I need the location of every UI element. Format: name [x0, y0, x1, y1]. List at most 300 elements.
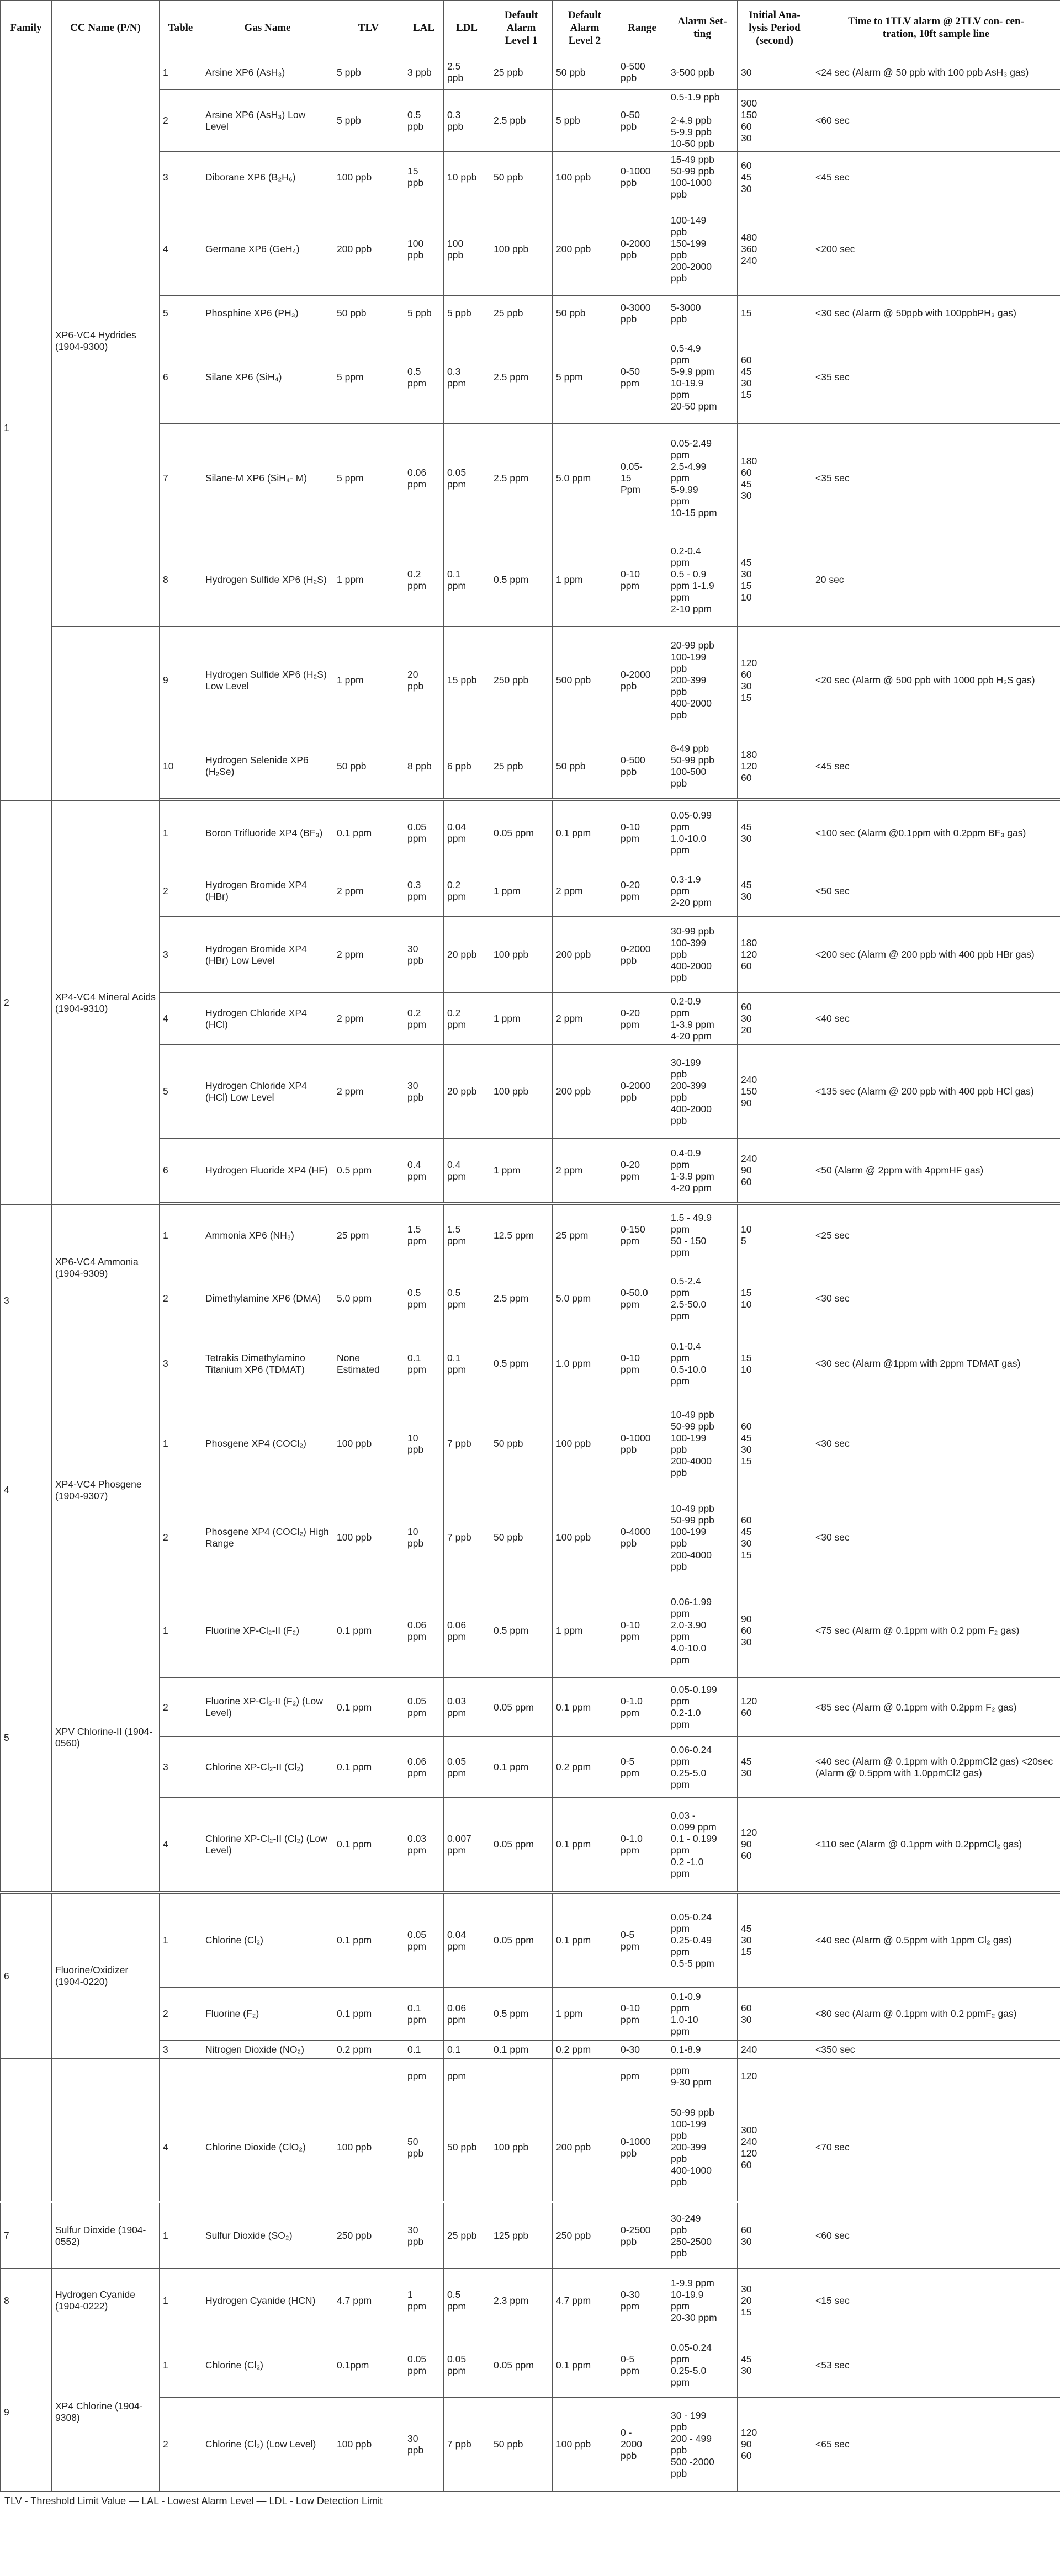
range-value-cell: 0-30 — [617, 2041, 667, 2059]
range-value-cell: ppm — [617, 2059, 667, 2094]
table-row — [1, 533, 1060, 627]
alarm-level-2-cell: 2 ppm — [553, 993, 617, 1045]
alarm-level-1-cell: 50 ppb — [490, 152, 553, 203]
time-to-alarm-cell: <30 sec — [812, 1266, 1060, 1331]
cc-name-cell: Sulfur Dioxide (1904-0552) — [52, 2203, 160, 2269]
alarm-level-1-cell: 12.5 ppm — [490, 1205, 553, 1266]
lal-value-cell: 10 ppb — [404, 1491, 444, 1584]
alarm-setting-cell: 50-99 ppb 100-199 ppb 200-399 ppb 400-1000 ppb — [667, 2094, 738, 2201]
table-number-cell: 1 — [160, 801, 202, 865]
gas-name-cell: Germane XP6 (GeH₄) — [202, 203, 333, 296]
gas-name-cell: Hydrogen Chloride XP4 (HCl) Low Level — [202, 1045, 333, 1139]
alarm-level-2-cell: 200 ppb — [553, 917, 617, 993]
tlv-value-cell: 5.0 ppm — [333, 1266, 404, 1331]
tlv-value-cell: 0.1 ppm — [333, 1584, 404, 1678]
lal-value-cell: 0.4 ppm — [404, 1139, 444, 1203]
table-row — [1, 627, 1060, 734]
ldl-value-cell: 7 ppb — [444, 1491, 490, 1584]
table-row — [1, 1584, 1060, 1678]
alarm-level-1-cell: 50 ppb — [490, 1491, 553, 1584]
time-to-alarm-cell: <24 sec (Alarm @ 50 ppb with 100 ppb AsH₃ gas) — [812, 55, 1060, 90]
alarm-level-1-cell: 0.05 ppm — [490, 1798, 553, 1892]
table-number-cell: 4 — [160, 203, 202, 296]
lal-value-cell: 30 ppb — [404, 1045, 444, 1139]
alarm-setting-cell: 100-149 ppb 150-199 ppb 200-2000 ppb — [667, 203, 738, 296]
alarm-level-1-cell: 2.5 ppm — [490, 424, 553, 533]
alarm-level-1-cell: 1 ppm — [490, 865, 553, 917]
alarm-level-1-cell: 2.5 ppm — [490, 331, 553, 424]
alarm-level-1-cell: 0.05 ppm — [490, 1678, 553, 1737]
table-number-cell: 2 — [160, 1988, 202, 2041]
range-value-cell: 0-500 ppb — [617, 55, 667, 90]
column-header-alarm-setting: Alarm Set- ting — [667, 1, 738, 55]
analysis-period-cell: 120 — [738, 2059, 812, 2094]
table-number-cell: 8 — [160, 533, 202, 627]
ldl-value-cell: 15 ppb — [444, 627, 490, 734]
table-number-cell: 1 — [160, 1205, 202, 1266]
alarm-level-1-cell: 250 ppb — [490, 627, 553, 734]
time-to-alarm-cell: <60 sec — [812, 90, 1060, 152]
table-number-cell: 1 — [160, 55, 202, 90]
range-value-cell: 0-2000 ppb — [617, 917, 667, 993]
tlv-value-cell: 0.1 ppm — [333, 1988, 404, 2041]
family-cell: 1 — [1, 55, 52, 801]
column-header-ldl: LDL — [444, 1, 490, 55]
alarm-level-2-cell: 25 ppm — [553, 1205, 617, 1266]
table-number-cell: 5 — [160, 296, 202, 331]
lal-value-cell: 30 ppb — [404, 2203, 444, 2269]
table-row — [1, 1396, 1060, 1491]
alarm-level-2-cell: 1.0 ppm — [553, 1331, 617, 1396]
table-header — [1, 1, 1060, 55]
lal-value-cell: 0.03 ppm — [404, 1798, 444, 1892]
gas-name-cell: Hydrogen Sulfide XP6 (H₂S) Low Level — [202, 627, 333, 734]
time-to-alarm-cell: <135 sec (Alarm @ 200 ppb with 400 ppb HCl gas) — [812, 1045, 1060, 1139]
alarm-level-1-cell: 0.5 ppm — [490, 1988, 553, 2041]
range-value-cell: 0.05- 15 Ppm — [617, 424, 667, 533]
alarm-level-2-cell: 0.1 ppm — [553, 1798, 617, 1892]
analysis-period-cell: 45 30 — [738, 1737, 812, 1798]
time-to-alarm-cell: <40 sec (Alarm @ 0.1ppm with 0.2ppmCl2 gas) <20sec (Alarm @ 0.5ppm with 1.0ppmCl2 gas) — [812, 1737, 1060, 1798]
lal-value-cell: 0.05 ppm — [404, 1678, 444, 1737]
lal-value-cell: 0.06 ppm — [404, 1584, 444, 1678]
table-number-cell: 3 — [160, 152, 202, 203]
gas-name-cell: Boron Trifluoride XP4 (BF₃) — [202, 801, 333, 865]
alarm-level-2-cell: 5 ppm — [553, 331, 617, 424]
time-to-alarm-cell: <70 sec — [812, 2094, 1060, 2201]
alarm-level-1-cell: 50 ppb — [490, 1396, 553, 1491]
range-value-cell: 0-5 ppm — [617, 1894, 667, 1988]
table-number-cell: 4 — [160, 2094, 202, 2201]
alarm-level-2-cell: 200 ppb — [553, 203, 617, 296]
analysis-period-cell: 120 90 60 — [738, 1798, 812, 1892]
table-number-cell: 9 — [160, 627, 202, 734]
table-number-cell: 3 — [160, 1331, 202, 1396]
gas-name-cell: Fluorine (F₂) — [202, 1988, 333, 2041]
gas-name-cell: Chlorine XP-Cl₂-II (Cl₂) — [202, 1737, 333, 1798]
tlv-value-cell: 0.1 ppm — [333, 1678, 404, 1737]
ldl-value-cell: 0.1 — [444, 2041, 490, 2059]
alarm-level-2-cell: 0.1 ppm — [553, 801, 617, 865]
ldl-value-cell: 50 ppb — [444, 2094, 490, 2201]
time-to-alarm-cell: <15 sec — [812, 2269, 1060, 2333]
ldl-value-cell: 1.5 ppm — [444, 1205, 490, 1266]
gas-name-cell: Tetrakis Dimethylamino Titanium XP6 (TDMAT) — [202, 1331, 333, 1396]
table-row — [1, 1988, 1060, 2041]
time-to-alarm-cell: <80 sec (Alarm @ 0.1ppm with 0.2 ppmF₂ gas) — [812, 1988, 1060, 2041]
ldl-value-cell: 0.3 ppb — [444, 90, 490, 152]
table-row — [1, 993, 1060, 1045]
analysis-period-cell: 120 60 — [738, 1678, 812, 1737]
alarm-setting-cell: 0.4-0.9 ppm 1-3.9 ppm 4-20 ppm — [667, 1139, 738, 1203]
family-cell: 6 — [1, 1894, 52, 2059]
ldl-value-cell: 0.2 ppm — [444, 865, 490, 917]
time-to-alarm-cell: 20 sec — [812, 533, 1060, 627]
time-to-alarm-cell: <40 sec — [812, 993, 1060, 1045]
analysis-period-cell: 30 — [738, 55, 812, 90]
alarm-setting-cell: 5-3000 ppb — [667, 296, 738, 331]
ldl-value-cell: 5 ppb — [444, 296, 490, 331]
gas-name-cell: Phosphine XP6 (PH₃) — [202, 296, 333, 331]
cc-name-cell: XP4 Chlorine (1904- 9308) — [52, 2333, 160, 2492]
lal-value-cell: 0.05 ppm — [404, 1894, 444, 1988]
alarm-setting-cell: 8-49 ppb 50-99 ppb 100-500 ppb — [667, 734, 738, 799]
gas-name-cell: Hydrogen Cyanide (HCN) — [202, 2269, 333, 2333]
alarm-setting-cell: 30-99 ppb 100-399 ppb 400-2000 ppb — [667, 917, 738, 993]
alarm-level-2-cell: 0.2 ppm — [553, 1737, 617, 1798]
tlv-value-cell: 0.5 ppm — [333, 1139, 404, 1203]
tlv-value-cell — [333, 2059, 404, 2094]
tlv-value-cell: 2 ppm — [333, 865, 404, 917]
alarm-level-1-cell: 0.05 ppm — [490, 801, 553, 865]
table-row — [1, 2041, 1060, 2059]
alarm-setting-cell: 0.1-0.4 ppm 0.5-10.0 ppm — [667, 1331, 738, 1396]
alarm-setting-cell: 0.06-1.99 ppm 2.0-3.90 ppm 4.0-10.0 ppm — [667, 1584, 738, 1678]
column-header-lal: LAL — [404, 1, 444, 55]
range-value-cell: 0 - 2000 ppb — [617, 2398, 667, 2492]
table-footer: TLV - Threshold Limit Value — LAL - Lowest Alarm Level — LDL - Low Detection Limit — [0, 2492, 1060, 2511]
analysis-period-cell: 60 45 30 15 — [738, 331, 812, 424]
family-cell: 7 — [1, 2203, 52, 2269]
family-cell: 3 — [1, 1205, 52, 1396]
lal-value-cell: 50 ppb — [404, 2094, 444, 2201]
analysis-period-cell: 180 120 60 — [738, 917, 812, 993]
cc-name-cell: XP6-VC4 Hydrides (1904-9300) — [52, 55, 160, 627]
table-number-cell: 2 — [160, 865, 202, 917]
alarm-level-2-cell: 4.7 ppm — [553, 2269, 617, 2333]
analysis-period-cell: 15 10 — [738, 1266, 812, 1331]
ldl-value-cell: 10 ppb — [444, 152, 490, 203]
tlv-value-cell: 0.1 ppm — [333, 1894, 404, 1988]
analysis-period-cell: 60 30 — [738, 2203, 812, 2269]
column-header-table: Table — [160, 1, 202, 55]
range-value-cell: 0-1000 ppb — [617, 1396, 667, 1491]
lal-value-cell: 3 ppb — [404, 55, 444, 90]
ldl-value-cell: 25 ppb — [444, 2203, 490, 2269]
alarm-setting-cell: 0.06-0.24 ppm 0.25-5.0 ppm — [667, 1737, 738, 1798]
range-value-cell: 0-2000 ppb — [617, 203, 667, 296]
alarm-level-2-cell: 0.1 ppm — [553, 1894, 617, 1988]
table-row — [1, 1894, 1060, 1988]
tlv-value-cell: 100 ppb — [333, 152, 404, 203]
range-value-cell: 0-150 ppm — [617, 1205, 667, 1266]
gas-name-cell: Arsine XP6 (AsH₃) — [202, 55, 333, 90]
table-number-cell — [160, 2059, 202, 2094]
table-number-cell: 3 — [160, 1737, 202, 1798]
table-number-cell: 1 — [160, 2269, 202, 2333]
alarm-level-1-cell: 100 ppb — [490, 1045, 553, 1139]
lal-value-cell: 1 ppm — [404, 2269, 444, 2333]
table-row — [1, 1491, 1060, 1584]
gas-name-cell: Hydrogen Selenide XP6 (H₂Se) — [202, 734, 333, 799]
analysis-period-cell: 60 30 20 — [738, 993, 812, 1045]
alarm-setting-cell: 0.05-0.99 ppm 1.0-10.0 ppm — [667, 801, 738, 865]
gas-name-cell: Phosgene XP4 (COCl₂) High Range — [202, 1491, 333, 1584]
alarm-setting-cell: 0.1-8.9 — [667, 2041, 738, 2059]
alarm-level-2-cell: 50 ppb — [553, 734, 617, 799]
column-header-alarm-level-2: Default Alarm Level 2 — [553, 1, 617, 55]
time-to-alarm-cell: <45 sec — [812, 152, 1060, 203]
tlv-value-cell: 0.2 ppm — [333, 2041, 404, 2059]
table-row — [1, 801, 1060, 865]
time-to-alarm-cell: <20 sec (Alarm @ 500 ppb with 1000 ppb H₂S gas) — [812, 627, 1060, 734]
ldl-value-cell: 0.05 ppm — [444, 2333, 490, 2398]
tlv-value-cell: 5 ppb — [333, 90, 404, 152]
range-value-cell: 0-30 ppm — [617, 2269, 667, 2333]
lal-value-cell: 0.2 ppm — [404, 993, 444, 1045]
alarm-level-1-cell: 0.1 ppm — [490, 2041, 553, 2059]
range-value-cell: 0-20 ppm — [617, 993, 667, 1045]
lal-value-cell: 10 ppb — [404, 1396, 444, 1491]
alarm-level-2-cell: 500 ppb — [553, 627, 617, 734]
analysis-period-cell: 240 — [738, 2041, 812, 2059]
gas-name-cell: Phosgene XP4 (COCl₂) — [202, 1396, 333, 1491]
gas-name-cell: Hydrogen Chloride XP4 (HCl) — [202, 993, 333, 1045]
alarm-level-2-cell: 1 ppm — [553, 533, 617, 627]
cc-name-cell: Hydrogen Cyanide (1904-0222) — [52, 2269, 160, 2333]
alarm-level-1-cell — [490, 2059, 553, 2094]
tlv-value-cell: 2 ppm — [333, 1045, 404, 1139]
alarm-setting-cell: 30-199 ppb 200-399 ppb 400-2000 ppb — [667, 1045, 738, 1139]
table-number-cell: 1 — [160, 2203, 202, 2269]
ldl-value-cell: 0.05 ppm — [444, 1737, 490, 1798]
ldl-value-cell: 0.2 ppm — [444, 993, 490, 1045]
analysis-period-cell: 45 30 15 — [738, 1894, 812, 1988]
ldl-value-cell: 0.06 ppm — [444, 1988, 490, 2041]
lal-value-cell: 1.5 ppm — [404, 1205, 444, 1266]
table-number-cell: 4 — [160, 993, 202, 1045]
table-number-cell: 3 — [160, 917, 202, 993]
time-to-alarm-cell: <30 sec — [812, 1491, 1060, 1584]
alarm-level-1-cell: 2.5 ppm — [490, 1266, 553, 1331]
table-row — [1, 1139, 1060, 1203]
family-cell: 4 — [1, 1396, 52, 1584]
alarm-level-2-cell: 100 ppb — [553, 1491, 617, 1584]
alarm-level-1-cell: 0.1 ppm — [490, 1737, 553, 1798]
time-to-alarm-cell: <60 sec — [812, 2203, 1060, 2269]
table-row — [1, 2269, 1060, 2333]
table-row — [1, 917, 1060, 993]
table-row — [1, 1331, 1060, 1396]
tlv-value-cell: 50 ppb — [333, 296, 404, 331]
analysis-period-cell: 45 30 15 10 — [738, 533, 812, 627]
tlv-value-cell: 4.7 ppm — [333, 2269, 404, 2333]
time-to-alarm-cell: <40 sec (Alarm @ 0.5ppm with 1ppm Cl₂ gas) — [812, 1894, 1060, 1988]
alarm-level-2-cell: 5.0 ppm — [553, 424, 617, 533]
alarm-setting-cell: 0.05-0.24 ppm 0.25-5.0 ppm — [667, 2333, 738, 2398]
alarm-level-2-cell: 0.1 ppm — [553, 1678, 617, 1737]
column-header-range: Range — [617, 1, 667, 55]
tlv-value-cell: 100 ppb — [333, 1491, 404, 1584]
table-number-cell: 2 — [160, 90, 202, 152]
alarm-level-1-cell: 1 ppm — [490, 1139, 553, 1203]
ldl-value-cell: 100 ppb — [444, 203, 490, 296]
alarm-setting-cell: 15-49 ppb 50-99 ppb 100-1000 ppb — [667, 152, 738, 203]
family-cell: 5 — [1, 1584, 52, 1892]
lal-value-cell: 15 ppb — [404, 152, 444, 203]
range-value-cell: 0-10 ppm — [617, 1584, 667, 1678]
table-row — [1, 1266, 1060, 1331]
time-to-alarm-cell: <35 sec — [812, 424, 1060, 533]
range-value-cell: 0-1000 ppb — [617, 2094, 667, 2201]
ldl-value-cell: 0.3 ppm — [444, 331, 490, 424]
table-row — [1, 2094, 1060, 2201]
table-row — [1, 865, 1060, 917]
alarm-level-2-cell: 50 ppb — [553, 296, 617, 331]
gas-name-cell: Ammonia XP6 (NH₃) — [202, 1205, 333, 1266]
cc-name-cell — [52, 1331, 160, 1396]
lal-value-cell: 20 ppb — [404, 627, 444, 734]
table-body — [1, 55, 1060, 2492]
ldl-value-cell: 0.4 ppm — [444, 1139, 490, 1203]
cc-name-cell — [52, 2059, 160, 2201]
ldl-value-cell: 20 ppb — [444, 917, 490, 993]
table-row — [1, 1045, 1060, 1139]
alarm-level-1-cell: 100 ppb — [490, 2094, 553, 2201]
time-to-alarm-cell: <350 sec — [812, 2041, 1060, 2059]
table-row — [1, 90, 1060, 152]
alarm-level-2-cell: 2 ppm — [553, 1139, 617, 1203]
column-header-tlv: TLV — [333, 1, 404, 55]
cc-name-cell: XP4-VC4 Mineral Acids (1904-9310) — [52, 801, 160, 1205]
analysis-period-cell: 300 150 60 30 — [738, 90, 812, 152]
ldl-value-cell: 0.05 ppm — [444, 424, 490, 533]
table-number-cell: 3 — [160, 2041, 202, 2059]
table-number-cell: 2 — [160, 1266, 202, 1331]
table-row — [1, 734, 1060, 799]
time-to-alarm-cell: <100 sec (Alarm @0.1ppm with 0.2ppm BF₃ gas) — [812, 801, 1060, 865]
tlv-value-cell: None Estimated — [333, 1331, 404, 1396]
tlv-value-cell: 5 ppb — [333, 55, 404, 90]
analysis-period-cell: 60 45 30 — [738, 152, 812, 203]
family-cell: 2 — [1, 801, 52, 1205]
lal-value-cell: 0.06 ppm — [404, 1737, 444, 1798]
lal-value-cell: 30 ppb — [404, 917, 444, 993]
lal-value-cell: 100 ppb — [404, 203, 444, 296]
time-to-alarm-cell: <50 (Alarm @ 2ppm with 4ppmHF gas) — [812, 1139, 1060, 1203]
analysis-period-cell: 60 45 30 15 — [738, 1491, 812, 1584]
table-row — [1, 1205, 1060, 1266]
alarm-level-1-cell: 50 ppb — [490, 2398, 553, 2492]
range-value-cell: 0-10 ppm — [617, 533, 667, 627]
cc-name-cell: XPV Chlorine-II (1904-0560) — [52, 1584, 160, 1892]
alarm-level-1-cell: 2.5 ppb — [490, 90, 553, 152]
analysis-period-cell: 45 30 — [738, 2333, 812, 2398]
tlv-value-cell: 1 ppm — [333, 533, 404, 627]
table-row — [1, 296, 1060, 331]
time-to-alarm-cell: <110 sec (Alarm @ 0.1ppm with 0.2ppmCl₂ gas) — [812, 1798, 1060, 1892]
gas-name-cell: Chlorine XP-Cl₂-II (Cl₂) (Low Level) — [202, 1798, 333, 1892]
analysis-period-cell: 30 20 15 — [738, 2269, 812, 2333]
gas-name-cell: Hydrogen Bromide XP4 (HBr) — [202, 865, 333, 917]
analysis-period-cell: 120 60 30 15 — [738, 627, 812, 734]
alarm-setting-cell: 20-99 ppb 100-199 ppb 200-399 ppb 400-2000 ppb — [667, 627, 738, 734]
range-value-cell: 0-5 ppm — [617, 2333, 667, 2398]
gas-name-cell: Sulfur Dioxide (SO₂) — [202, 2203, 333, 2269]
ldl-value-cell: 20 ppb — [444, 1045, 490, 1139]
gas-name-cell: Hydrogen Fluoride XP4 (HF) — [202, 1139, 333, 1203]
lal-value-cell: 0.05 ppm — [404, 2333, 444, 2398]
range-value-cell: 0-10 ppm — [617, 1988, 667, 2041]
alarm-level-1-cell: 100 ppb — [490, 917, 553, 993]
ldl-value-cell: 0.5 ppm — [444, 2269, 490, 2333]
time-to-alarm-cell: <25 sec — [812, 1205, 1060, 1266]
tlv-value-cell: 100 ppb — [333, 2094, 404, 2201]
table-number-cell: 2 — [160, 1678, 202, 1737]
table-row — [1, 2203, 1060, 2269]
alarm-level-1-cell: 25 ppb — [490, 55, 553, 90]
cc-name-cell: Fluorine/Oxidizer (1904-0220) — [52, 1894, 160, 2059]
cc-name-cell: XP4-VC4 Phosgene (1904-9307) — [52, 1396, 160, 1584]
alarm-level-2-cell: 5.0 ppm — [553, 1266, 617, 1331]
alarm-level-1-cell: 2.3 ppm — [490, 2269, 553, 2333]
lal-value-cell: ppm — [404, 2059, 444, 2094]
range-value-cell: 0-1.0 ppm — [617, 1798, 667, 1892]
alarm-level-1-cell: 25 ppb — [490, 296, 553, 331]
alarm-level-1-cell: 100 ppb — [490, 203, 553, 296]
alarm-level-2-cell: 0.1 ppm — [553, 2333, 617, 2398]
ldl-value-cell: 0.1 ppm — [444, 1331, 490, 1396]
table-row — [1, 203, 1060, 296]
analysis-period-cell: 90 60 30 — [738, 1584, 812, 1678]
alarm-setting-cell: 0.05-0.199 ppm 0.2-1.0 ppm — [667, 1678, 738, 1737]
alarm-level-2-cell: 200 ppb — [553, 2094, 617, 2201]
table-number-cell: 10 — [160, 734, 202, 799]
time-to-alarm-cell — [812, 2059, 1060, 2094]
alarm-setting-cell: 0.5-4.9 ppm 5-9.9 ppm 10-19.9 ppm 20-50 ppm — [667, 331, 738, 424]
range-value-cell: 0-4000 ppb — [617, 1491, 667, 1584]
analysis-period-cell: 45 30 — [738, 865, 812, 917]
lal-value-cell: 0.5 ppm — [404, 1266, 444, 1331]
tlv-value-cell: 0.1 ppm — [333, 801, 404, 865]
alarm-level-2-cell: 5 ppb — [553, 90, 617, 152]
table-row — [1, 1798, 1060, 1892]
tlv-value-cell: 50 ppb — [333, 734, 404, 799]
column-header-initial-analysis-period: Initial Ana- lysis Period (second) — [738, 1, 812, 55]
gas-name-cell: Silane XP6 (SiH₄) — [202, 331, 333, 424]
gas-name-cell — [202, 2059, 333, 2094]
table-row — [1, 1678, 1060, 1737]
alarm-level-2-cell: 1 ppm — [553, 1584, 617, 1678]
column-header-cc-name: CC Name (P/N) — [52, 1, 160, 55]
ldl-value-cell: ppm — [444, 2059, 490, 2094]
ldl-value-cell: 0.03 ppm — [444, 1678, 490, 1737]
gas-name-cell: Chlorine Dioxide (ClO₂) — [202, 2094, 333, 2201]
column-header-time-to-alarm: Time to 1TLV alarm @ 2TLV con- cen- tration, 10ft sample line — [812, 1, 1060, 55]
alarm-setting-cell: 10-49 ppb 50-99 ppb 100-199 ppb 200-4000 ppb — [667, 1491, 738, 1584]
table-row — [1, 152, 1060, 203]
tlv-value-cell: 5 ppm — [333, 424, 404, 533]
